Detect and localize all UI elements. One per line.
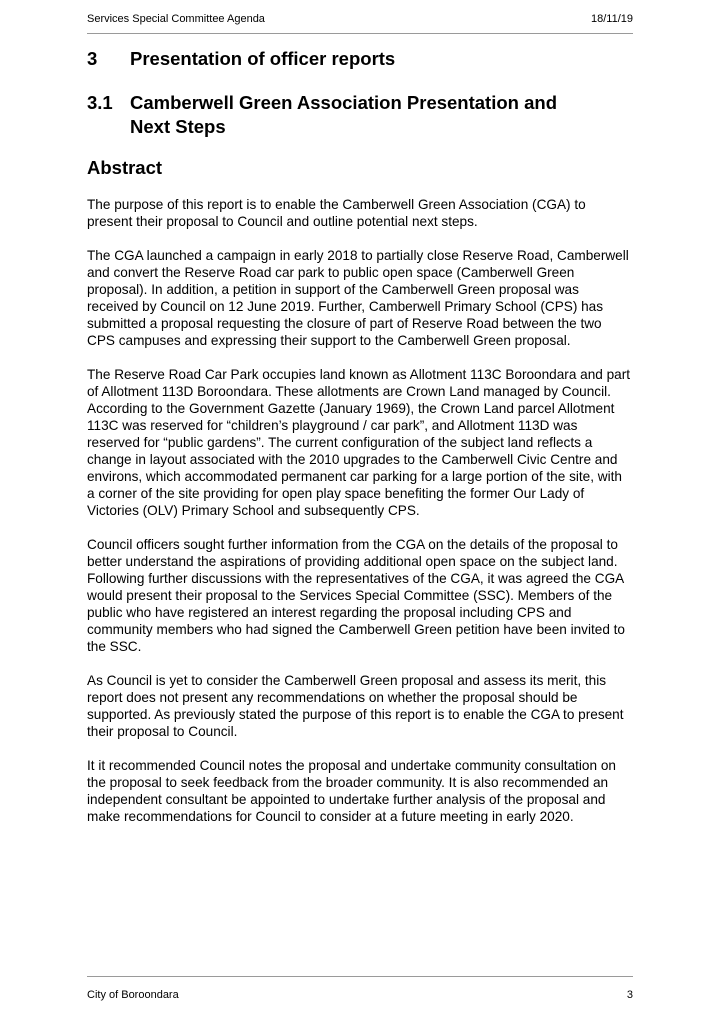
subsection-title: Camberwell Green Association Presentation and Next Steps [130, 92, 557, 137]
page-number: 3 [626, 989, 633, 1001]
section-number: 3 [87, 48, 98, 69]
paragraph-land: The Reserve Road Car Park occupies land known as Allotment 113C Boroondara and part of Allotment 113D Boroondara. These allotments are Crown Land managed by Council. According to the Government Gazette (January 1969), the Crown Land parcel Allotment 113C was reserved for “children’s playground / car park”, and Allotment 113D was reserved for “public gardens”. The current configuration of the subject land reflects a change in layout associated with the 2010 upgrades to the Camberwell Civic Centre and environs, which accommodated permanent car parking for a large portion of the site, with a corner of the site providing for open play space benefiting the former Our Lady of Victories (OLV) Primary School and subsequently CPS. [87, 367, 631, 518]
subsection-number: 3.1 [87, 92, 113, 113]
paragraph-no-recommendation: As Council is yet to consider the Camberwell Green proposal and assess its merit, this report does not present any recommendations on whether the proposal should be supported. As previously stated the purpose of this report is to enable the CGA to present their proposal to Council. [87, 673, 624, 739]
paragraph-consultation: Council officers sought further information from the CGA on the details of the proposal to better understand the aspirations of providing additional open space on the subject land. Following further discussions with the representatives of the CGA, it was agreed the CGA would present their proposal to the Services Special Committee (SSC). Members of the public who have registered an interest regarding the proposal including CPS and community members who had signed the Camberwell Green petition have been invited to the SSC. [87, 537, 625, 654]
abstract-heading: Abstract [87, 157, 163, 178]
section-title: Presentation of officer reports [130, 48, 396, 69]
page-header [87, 13, 633, 34]
header-date: 18/11/19 [590, 13, 633, 25]
paragraph-recommendation: It it recommended Council notes the proposal and undertake community consultation on the proposal to seek feedback from the broader community. It is also recommended an independent consultant be appointed to undertake further analysis of the proposal and make recommendations for Council to consider at a future meeting in early 2020. [87, 758, 616, 824]
header-document-title: Services Special Committee Agenda [87, 13, 265, 25]
footer-organisation: City of Boroondara [87, 989, 179, 1001]
paragraph-purpose: The purpose of this report is to enable the Camberwell Green Association (CGA) to present their proposal to Council and outline potential next steps. [87, 197, 586, 229]
document-body [87, 46, 633, 825]
page-footer [87, 976, 633, 1001]
section-heading [87, 47, 633, 71]
paragraph-campaign: The CGA launched a campaign in early 2018 to partially close Reserve Road, Camberwell and convert the Reserve Road car park to public open space (Camberwell Green proposal). In addition, a petition in support of the Camberwell Green proposal was received by Council on 12 June 2019. Further, Camberwell Primary School (CPS) has submitted a proposal requesting the closure of part of Reserve Road between the two CPS campuses and expressing their support to the Camberwell Green proposal. [87, 248, 629, 348]
subsection-heading [87, 91, 633, 139]
